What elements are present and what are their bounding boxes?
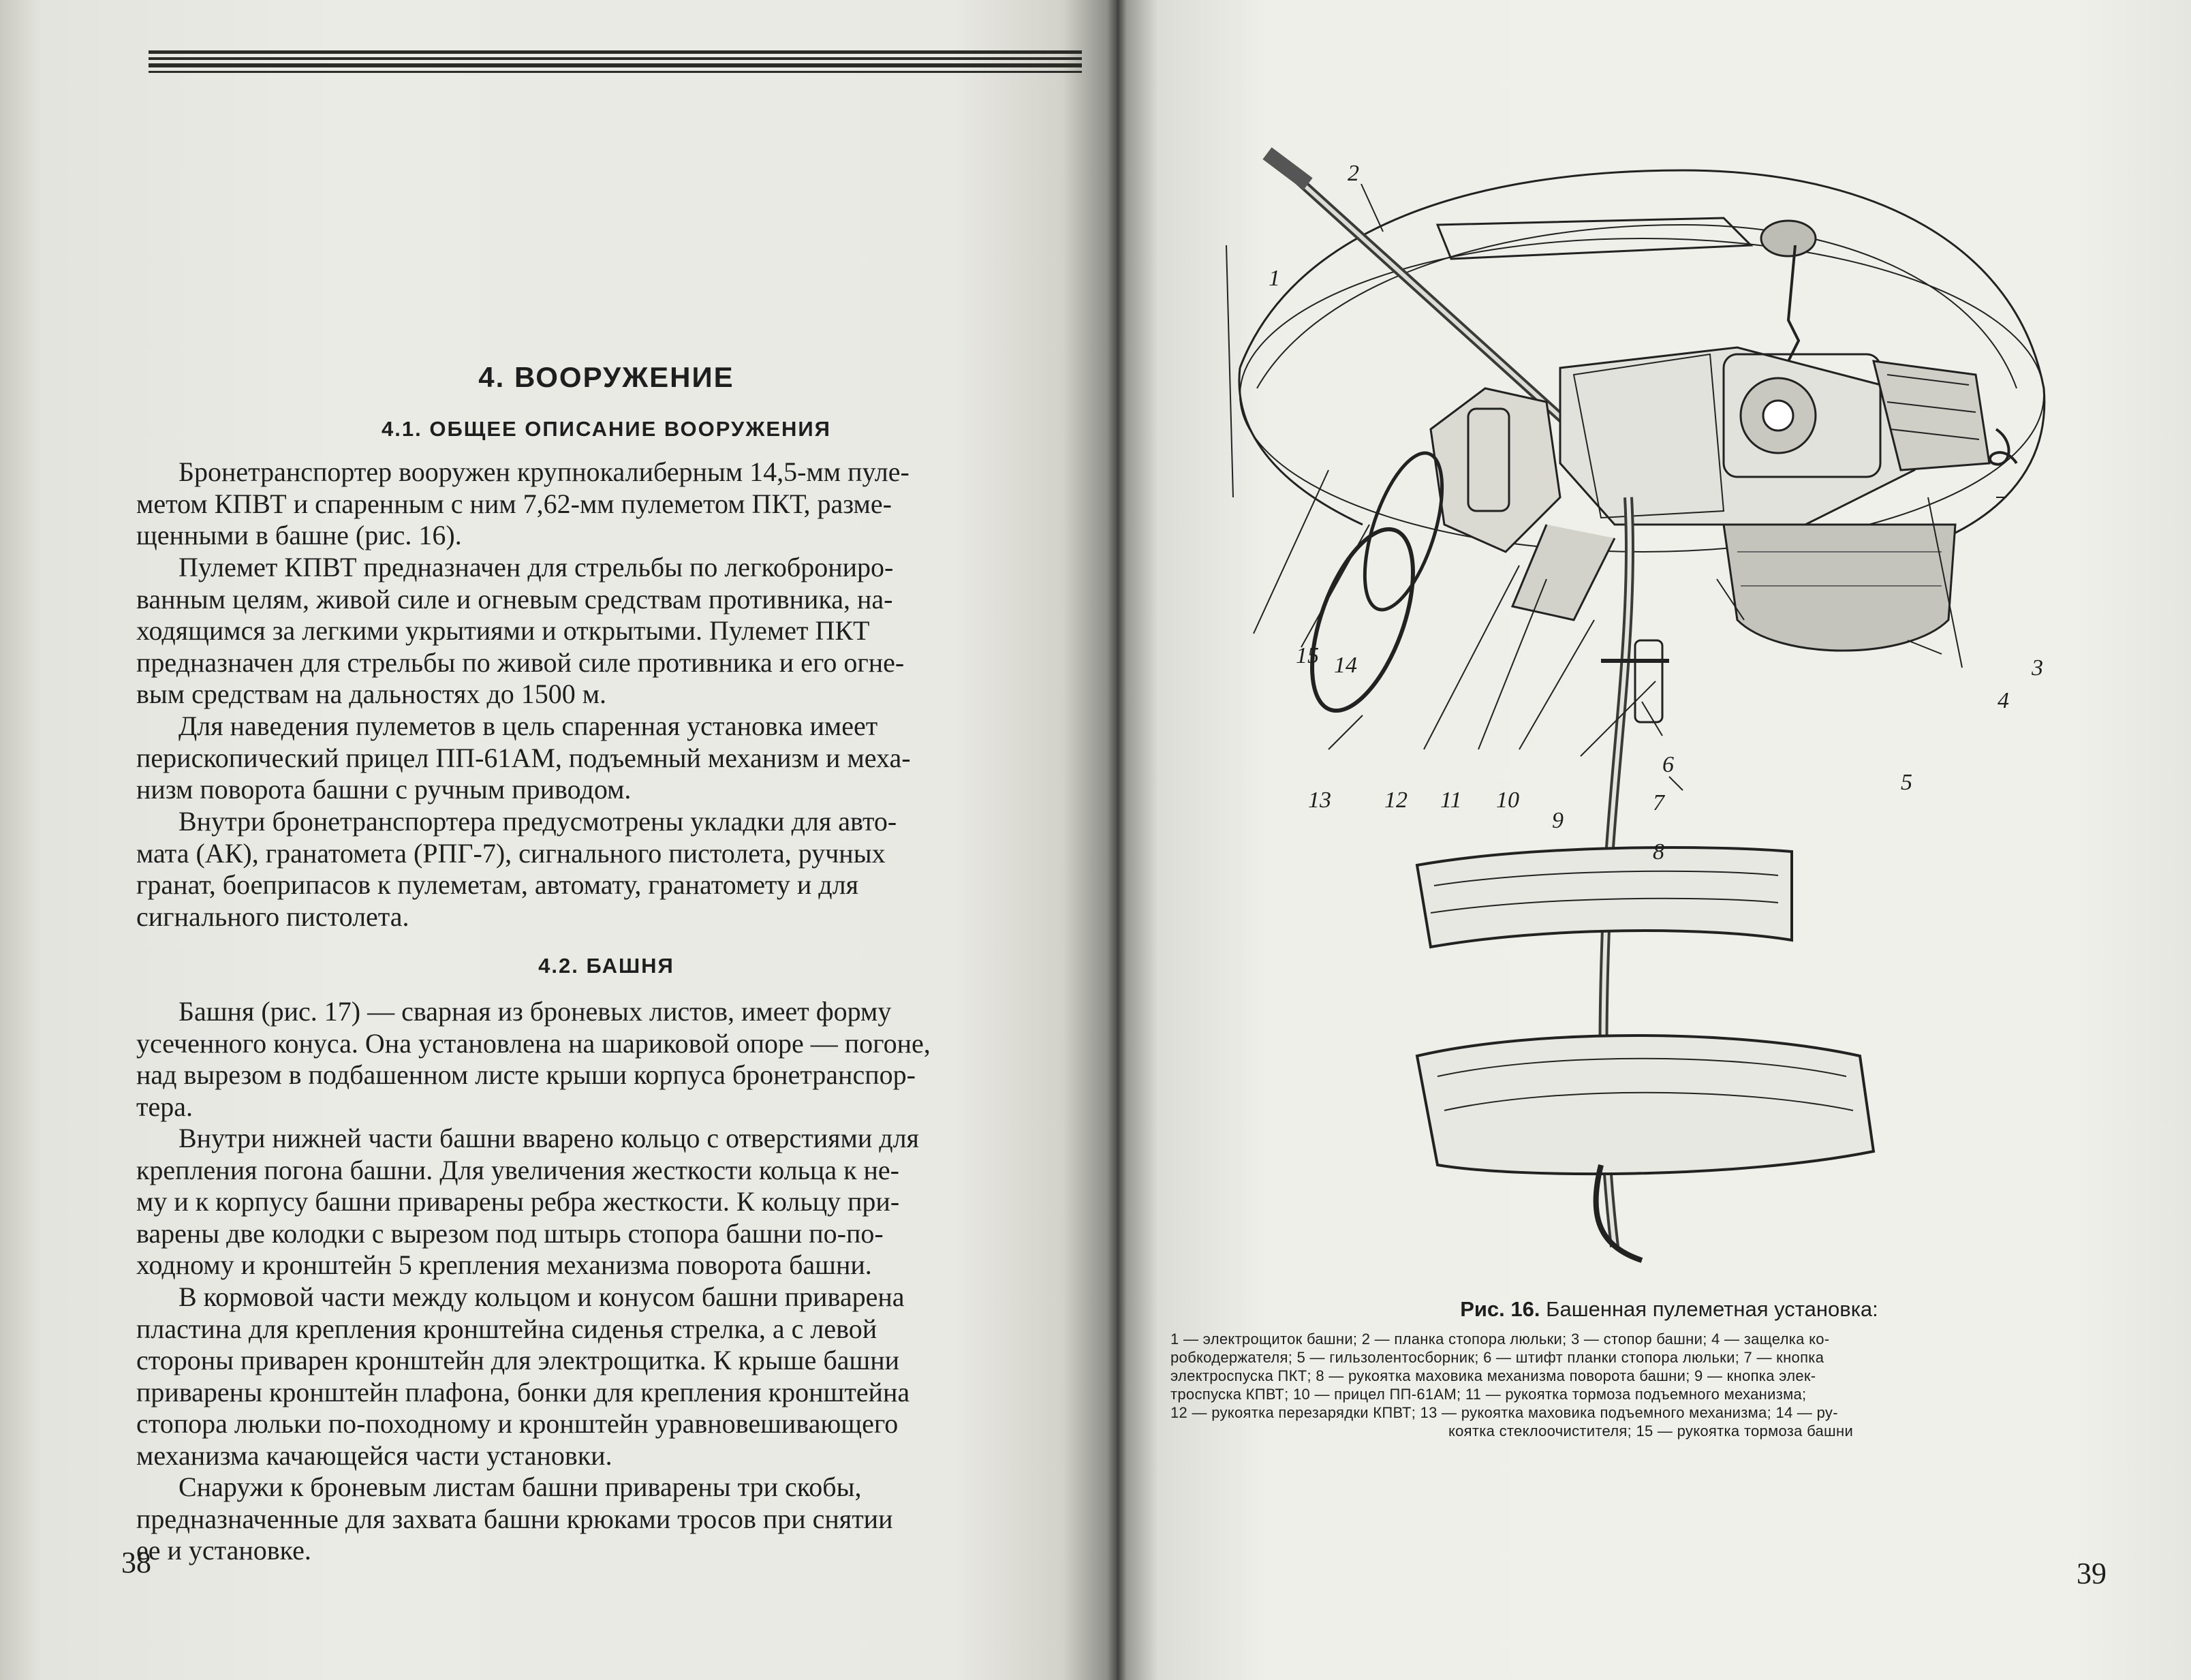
- paragraph-turret-1: Башня (рис. 17) — сварная из броневых листов, имеет форму усеченного конуса. Она установлена на шариковой опоре — погоне, над вырезом в подбашенном листе крыши корпуса бронетранспор- тера.: [136, 996, 931, 1122]
- paragraph-armament-4: Внутри бронетранспортера предусмотрены укладки для авто- мата (АК), гранатомета (РПГ-7), сигнального пистолета, ручных гранат, боеприпасов к пулеметам, автомату, гранатомету и для сигнального пистолета.: [136, 806, 897, 932]
- turret-mount-illustration: [1192, 143, 2105, 1288]
- figure-caption-title: Рис. 16. Башенная пулеметная установка:: [1460, 1297, 1878, 1321]
- figure-label-5: 5: [1901, 770, 1912, 795]
- section-title-4-2: 4.2. БАШНЯ: [538, 954, 674, 978]
- figure-label-6: 6: [1662, 752, 1674, 777]
- page-number-left: 38: [121, 1546, 151, 1579]
- paragraph-armament-3: Для наведения пулеметов в цель спаренная установка имеет перископический прицел ПП-61АМ, подъемный механизм и меха- низм поворота башни с ручным приводом.: [136, 711, 911, 805]
- figure-label-2: 2: [1348, 161, 1359, 186]
- top-rule: [149, 50, 1082, 76]
- figure-label-8: 8: [1653, 839, 1664, 865]
- chapter-title: 4. ВООРУЖЕНИЕ: [478, 361, 734, 393]
- figure-label-10: 10: [1496, 788, 1519, 813]
- paragraph-turret-4: Снаружи к броневым листам башни приварены три скобы, предназначенные для захвата башни крюками тросов при снятии ее и установке.: [136, 1472, 893, 1566]
- section-title-4-1: 4.1. ОБЩЕЕ ОПИСАНИЕ ВООРУЖЕНИЯ: [382, 417, 831, 441]
- paragraph-armament-1: Бронетранспортер вооружен крупнокалиберным 14,5-мм пуле- метом КПВТ и спаренным с ним 7,62-мм пулеметом ПКТ, разме- щенными в башне (рис. 16).: [136, 456, 910, 550]
- figure-label-12: 12: [1384, 788, 1408, 813]
- figure-label-1: 1: [1269, 266, 1280, 291]
- figure-label-14: 14: [1334, 653, 1357, 678]
- figure-label-13: 13: [1308, 788, 1331, 813]
- figure-label-15: 15: [1296, 643, 1319, 668]
- paragraph-armament-2: Пулемет КПВТ предназначен для стрельбы по легкоброниро- ванным целям, живой силе и огневым средствам противника, на- ходящимся за легкими укрытиями и открытыми. Пулемет ПКТ предназначен для стрельбы по живой силе противника и его огне- вым средствам на дальностях до 1500 м.: [136, 552, 905, 709]
- figure-label-9: 9: [1552, 808, 1564, 833]
- figure-caption-legend: 1 — электрощиток башни; 2 — планка стопора люльки; 3 — стопор башни; 4 — защелка ко- робкодержателя; 5 — гильзолентосборник; 6 — штифт планки стопора люльки; 7 — кнопка электроспуска ПКТ; 8 — рукоятка маховика механизма поворота башни; 9 — кнопка элек- троспуска КПВТ; 10 — прицел ПП-61АМ; 11 — рукоятка тормоза подъемного механизма; 12 — рукоятка перезарядки КПВТ; 13 — рукоятка маховика подъемного механизма; 14 — ру- коятка стеклоочистителя; 15 — рукоятка тормоза башни: [1170, 1331, 1854, 1440]
- figure-label-11: 11: [1440, 788, 1462, 813]
- figure-label-7: 7: [1653, 790, 1664, 815]
- paragraph-turret-3: В кормовой части между кольцом и конусом башни приварена пластина для крепления кронштейна сиденья стрелка, а с левой стороны приварен кронштейн для электрощитка. К крыше башни приварены кронштейн плафона, бонки для крепления кронштейна стопора люльки по-походному и кронштейн уравновешивающего механизма качающейся части установки.: [136, 1281, 910, 1471]
- right-page: [1117, 0, 2191, 1680]
- page-number-right: 39: [2077, 1557, 2107, 1590]
- paragraph-turret-2: Внутри нижней части башни вварено кольцо с отверстиями для крепления погона башни. Для увеличения жесткости кольца к не- му и к корпусу башни приварены ребра жесткости. К кольцу при- варены две колодки с вырезом под штырь стопора башни по-по- ходному и кронштейн 5 крепления механизма поворота башни.: [136, 1123, 919, 1280]
- figure-label-3: 3: [2032, 655, 2043, 681]
- figure-label-4: 4: [1998, 688, 2009, 713]
